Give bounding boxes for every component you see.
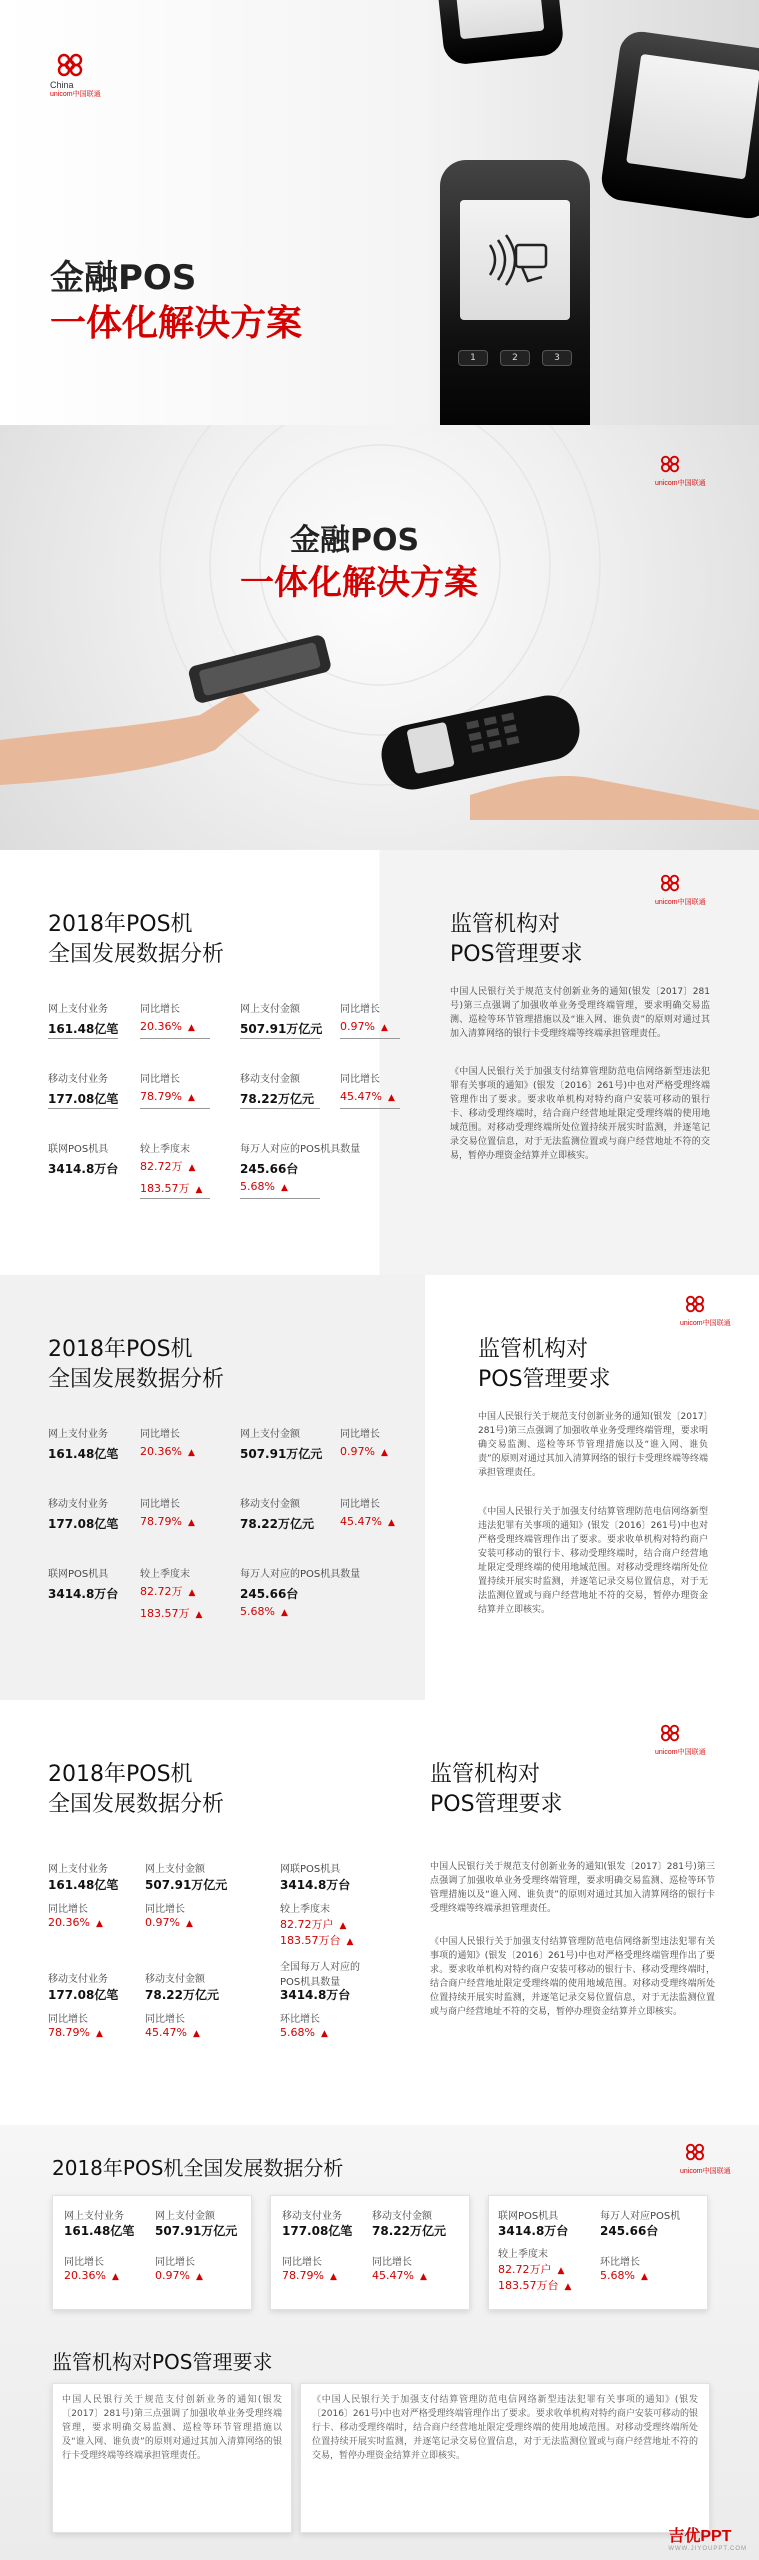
stat-value: 245.66台 [240,1587,299,1601]
stat-label: 较上季度末 [140,1144,190,1155]
stat-label: 移动支付业务 [48,1499,108,1510]
stat-value: 78.22万亿元 [240,1517,314,1531]
stat-growth: 183.57万台 ▲ [280,1934,354,1947]
stat-value: 507.91万亿元 [240,1022,323,1036]
stat-label: 网上支付业务 [48,1864,108,1875]
unicom-logo [680,2141,731,2177]
stat-label: 同比增长 [155,2257,195,2268]
stat-growth: 183.57万台 ▲ [498,2279,572,2292]
stat-label: 环比增长 [280,2014,320,2025]
stat-label: 同比增长 [340,1074,380,1085]
watermark-url: WWW.JIYOUPPT.COM [668,2546,747,2552]
unicom-logo-text [50,80,101,100]
req-paragraph-2: 《中国人民银行关于加强支付结算管理防范电信网络新型违法犯罪有关事项的通知》(银发〔2016〕261号)中也对严格受理终端管理作出了要求。要求收单机构对特约商户安装可移动的银行卡、移动受理终端时，结合商户经营地址限定受理终端的使用地域范围。对移动受理终端所处位置持续开展实时监测，并逐笔记录交易位置信息，对于无法监测位置或与商户经营地址不符的交易，暂停办理资金结算并立即核实。 [450,1067,710,1161]
stat-value: 3414.8万台 [280,1988,351,2002]
stat-value: 78.22万亿元 [240,1092,314,1106]
unicom-logo [655,1722,706,1758]
stat-label: 环比增长 [600,2257,640,2268]
req-paragraph-1: 中国人民银行关于规范支付创新业务的通知(银发〔2017〕281号)第三点强调了加强收单业务受理终端管理，要求明确交易监测、巡检等环节管理措施以及“谁入网、谁负责”的原则对通过其加入清算网络的银行卡受理终端等终端承担管理责任。 [430,1862,715,1914]
stat-growth: 45.47% ▲ [340,1515,395,1528]
stat-label: 网上支付金额 [155,2211,215,2222]
stat-label: 同比增长 [48,2014,88,2025]
stat-growth: 5.68% ▲ [240,1180,288,1193]
stat-value: 3414.8万台 [48,1587,119,1601]
stat-growth: 82.72万户 ▲ [280,1918,347,1931]
stat-label: 每万人对应的POS机具数量 [240,1569,361,1580]
stat-label: 网联POS机具 [280,1864,341,1875]
stats-title-single: 2018年POS机全国发展数据分析 [52,2156,344,2180]
req-paragraph-1: 中国人民银行关于规范支付创新业务的通知(银发〔2017〕281号)第三点强调了加强收单业务受理终端管理，要求明确交易监测、巡检等环节管理措施以及“谁入网、谁负责”的原则对通过其加入清算网络的银行卡受理终端等终端承担管理责任。 [478,1412,708,1478]
stat-label: 每万人对应POS机 [600,2211,681,2222]
req-title-single: 监管机构对POS管理要求 [52,2350,273,2374]
stat-value: 161.48亿笔 [48,1447,119,1461]
stat-label: 同比增长 [140,1429,180,1440]
stat-growth: 82.72万 ▲ [140,1585,196,1598]
req-title-line2: POS管理要求 [478,1367,611,1392]
stat-growth: 5.68% ▲ [280,2026,328,2039]
stats-title-line1: 2018年POS机 [48,912,193,937]
stat-label: 同比增长 [340,1004,380,1015]
stat-value: 78.22万亿元 [145,1988,219,2002]
unicom-knot-icon [680,2141,710,2163]
stat-value: 507.91万亿元 [145,1878,228,1892]
unicom-knot-icon [680,1293,710,1315]
stat-value: 161.48亿笔 [48,1022,119,1036]
stat-label: 较上季度末 [280,1904,330,1915]
stats-slide-1 [0,850,759,1275]
stat-label: 同比增长 [48,1904,88,1915]
stat-value: 177.08亿笔 [48,1092,119,1106]
stat-growth: 0.97% ▲ [155,2269,203,2282]
stat-growth: 78.79% ▲ [282,2269,337,2282]
cover-b-title-line1: 金融POS [290,523,420,558]
logo-text-bottom: unicom中国联通 [655,899,706,906]
stat-label: 同比增长 [140,1499,180,1510]
keypad-key: 2 [500,350,530,366]
stats-title-line2: 全国发展数据分析 [48,942,225,967]
stat-value: 3414.8万台 [48,1162,119,1176]
stat-label: 同比增长 [340,1499,380,1510]
stat-label: 网上支付金额 [145,1864,205,1875]
stat-value: 245.66台 [240,1162,299,1176]
stat-label: 同比增长 [372,2257,412,2268]
keypad-key: 3 [542,350,572,366]
unicom-knot-icon [655,1722,685,1744]
stats-slide-3 [0,1700,759,2125]
logo-text-bottom: unicom中国联通 [680,2168,731,2175]
stat-value: 161.48亿笔 [64,2224,135,2238]
stat-value: 3414.8万台 [498,2224,569,2238]
stat-label: 同比增长 [145,2014,185,2025]
stat-value: 78.22万亿元 [372,2224,446,2238]
stat-growth: 0.97% ▲ [340,1445,388,1458]
req-title-line1: 监管机构对 [450,912,561,937]
stat-label: 网上支付业务 [64,2211,124,2222]
stats-slide-2 [0,1275,759,1700]
stat-value: 177.08亿笔 [48,1517,119,1531]
cover-slide [0,0,759,425]
stat-label: 较上季度末 [140,1569,190,1580]
stat-label: 网上支付业务 [48,1429,108,1440]
stat-growth: 5.68% ▲ [240,1605,288,1618]
stat-label: 移动支付金额 [240,1074,300,1085]
stat-label: 联网POS机具 [498,2211,559,2222]
stats-slide-4 [0,2125,759,2560]
stat-value: 3414.8万台 [280,1878,351,1892]
stat-growth: 20.36% ▲ [48,1916,103,1929]
stats-title [48,1335,224,1395]
logo-text-bottom: unicom中国联通 [50,91,101,98]
stats-title [48,1760,224,1820]
stat-label: 移动支付金额 [240,1499,300,1510]
stat-label: 网上支付业务 [48,1004,108,1015]
stat-growth: 45.47% ▲ [340,1090,395,1103]
stats-title-line2: 全国发展数据分析 [48,1367,225,1392]
stat-growth: 45.47% ▲ [372,2269,427,2282]
stat-growth: 183.57万 ▲ [140,1182,203,1195]
req-title-line1: 监管机构对 [430,1762,541,1787]
stat-growth: 78.79% ▲ [140,1090,195,1103]
stat-value: 161.48亿笔 [48,1878,119,1892]
stat-growth: 78.79% ▲ [140,1515,195,1528]
stat-label: 移动支付金额 [372,2211,432,2222]
logo-text-bottom: unicom中国联通 [655,1749,706,1756]
stat-label: 较上季度末 [498,2249,548,2260]
stat-label: 移动支付金额 [145,1974,205,1985]
cover-title-line2: 一体化解决方案 [50,303,303,344]
pos-terminal-main [440,160,590,425]
logo-text-top: China [50,80,74,90]
logo-text-bottom: unicom中国联通 [680,1320,731,1327]
stat-label: 网上支付金额 [240,1004,300,1015]
stats-title-line2: 全国发展数据分析 [48,1792,225,1817]
stat-growth: 78.79% ▲ [48,2026,103,2039]
req-paragraph-2: 《中国人民银行关于加强支付结算管理防范电信网络新型违法犯罪有关事项的通知》(银发〔2016〕261号)中也对严格受理终端管理作出了要求。要求收单机构对特约商户安装可移动的银行卡、移动受理终端时，结合商户经营地址限定受理终端的使用地域范围。对移动受理终端所处位置持续开展实时监测，并逐笔记录交易位置信息，对于无法监测位置或与商户经营地址不符的交易，暂停办理资金结算并立即核实。 [312,2395,698,2461]
stat-value: 507.91万亿元 [155,2224,238,2238]
payment-illustration [0,620,759,820]
unicom-knot-icon [655,872,685,894]
stat-label: 移动支付业务 [48,1074,108,1085]
req-title-line1: 监管机构对 [478,1337,589,1362]
req-title [430,1760,563,1820]
stat-value: 177.08亿笔 [282,2224,353,2238]
stat-value: 245.66台 [600,2224,659,2238]
req-title-line2: POS管理要求 [430,1792,563,1817]
pos-terminal-right [599,29,759,221]
stat-growth: 0.97% ▲ [340,1020,388,1033]
req-paragraph-1: 中国人民银行关于规范支付创新业务的通知(银发〔2017〕281号)第三点强调了加强收单业务受理终端管理，要求明确交易监测、巡检等环节管理措施以及“谁入网、谁负责”的原则对通过其加入清算网络的银行卡受理终端等终端承担管理责任。 [62,2395,282,2461]
stats-title-line1: 2018年POS机 [48,1762,193,1787]
stat-growth: 20.36% ▲ [140,1020,195,1033]
unicom-knot-icon [50,50,90,80]
watermark [668,2523,747,2552]
stats-title [48,910,224,970]
cover-title-line1: 金融POS [50,258,197,298]
stat-value: 507.91万亿元 [240,1447,323,1461]
stat-label: 移动支付业务 [282,2211,342,2222]
stat-label: 同比增长 [282,2257,322,2268]
contactless-icon [460,200,570,320]
stat-growth: 20.36% ▲ [140,1445,195,1458]
stat-label: 同比增长 [64,2257,104,2268]
req-title-line2: POS管理要求 [450,942,583,967]
stat-label: 同比增长 [145,1904,185,1915]
watermark-text: 吉优PPT [668,2528,732,2545]
stat-label: 同比增长 [140,1004,180,1015]
stat-value: 177.08亿笔 [48,1988,119,2002]
stat-growth: 45.47% ▲ [145,2026,200,2039]
stat-growth: 183.57万 ▲ [140,1607,203,1620]
req-paragraph-1: 中国人民银行关于规范支付创新业务的通知(银发〔2017〕281号)第三点强调了加强收单业务受理终端管理，要求明确交易监测、巡检等环节管理措施以及“谁入网、谁负责”的原则对通过其加入清算网络的银行卡受理终端等终端承担管理责任。 [450,987,710,1039]
stat-growth: 0.97% ▲ [145,1916,193,1929]
stat-label: 全国每万人对应的POS机具数量 [280,1962,360,1988]
stat-growth: 82.72万 ▲ [140,1160,196,1173]
req-paragraph-2: 《中国人民银行关于加强支付结算管理防范电信网络新型违法犯罪有关事项的通知》(银发〔2016〕261号)中也对严格受理终端管理作出了要求。要求收单机构对特约商户安装可移动的银行卡、移动受理终端时，结合商户经营地址限定受理终端的使用地域范围。对移动受理终端所处位置持续开展实时监测，并逐笔记录交易位置信息，对于无法监测位置或与商户经营地址不符的交易，暂停办理资金结算并立即核实。 [430,1937,715,2017]
stat-label: 移动支付业务 [48,1974,108,1985]
stat-growth: 20.36% ▲ [64,2269,119,2282]
req-title [450,910,583,970]
req-paragraph-2: 《中国人民银行关于加强支付结算管理防范电信网络新型违法犯罪有关事项的通知》(银发〔2016〕261号)中也对严格受理终端管理作出了要求。要求收单机构对特约商户安装可移动的银行卡、移动受理终端时，结合商户经营地址限定受理终端的使用地域范围。对移动受理终端所处位置持续开展实时监测，并逐笔记录交易位置信息，对于无法监测位置或与商户经营地址不符的交易，暂停办理资金结算并立即核实。 [478,1507,708,1615]
stat-growth: 5.68% ▲ [600,2269,648,2282]
unicom-logo [50,50,90,80]
unicom-logo [680,1293,731,1329]
stat-label: 联网POS机具 [48,1569,109,1580]
stat-growth: 82.72万户 ▲ [498,2263,565,2276]
cover-slide-b [0,425,759,850]
req-title [478,1335,611,1395]
logo-text-bottom: unicom中国联通 [655,480,706,487]
cover-b-title-line2: 一体化解决方案 [240,563,478,603]
stat-label: 每万人对应的POS机具数量 [240,1144,361,1155]
pos-terminal-top [435,0,565,66]
keypad-key: 1 [458,350,488,366]
stat-label: 同比增长 [140,1074,180,1085]
stat-label: 联网POS机具 [48,1144,109,1155]
stats-title-line1: 2018年POS机 [48,1337,193,1362]
unicom-logo [655,872,706,908]
stat-label: 网上支付金额 [240,1429,300,1440]
stat-label: 同比增长 [340,1429,380,1440]
